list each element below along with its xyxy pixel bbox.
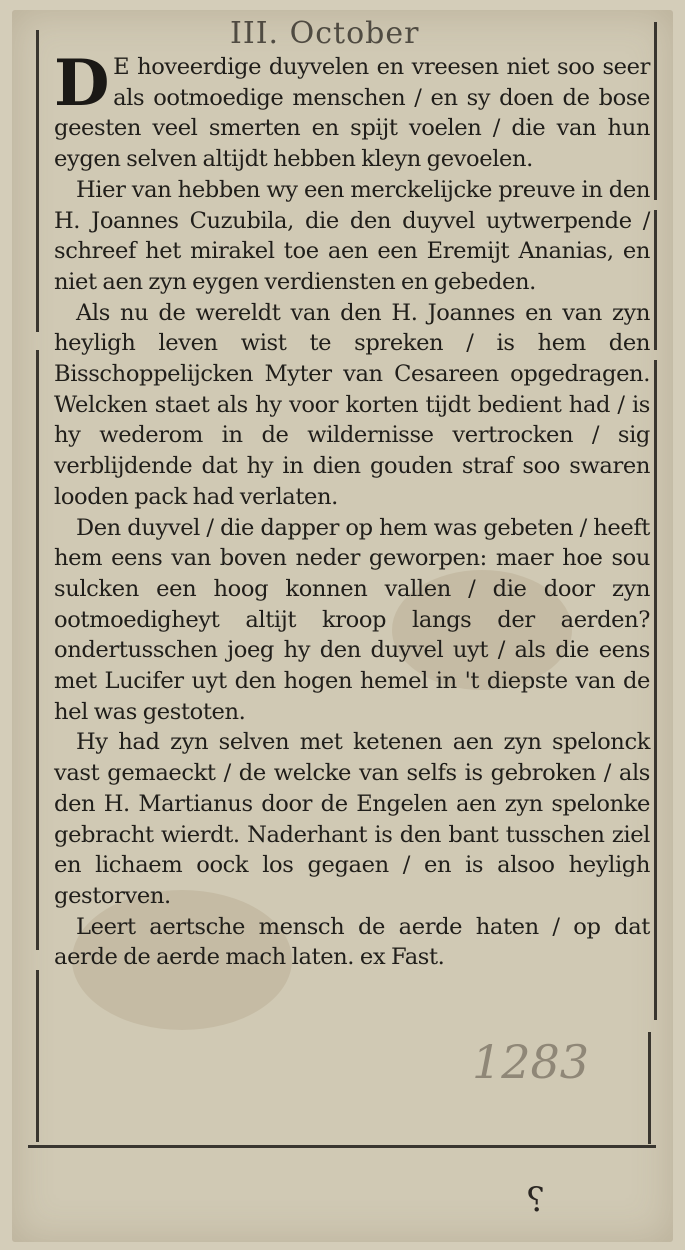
ink-mark: ⸮: [526, 1180, 545, 1220]
body-text: [54, 46, 650, 973]
paragraph-text: E hoveerdige duyvelen en vreesen niet soo seer als ootmoedige menschen / en sy doen de bose geesten veel smerten en spijt voelen / die van hun eygen selven altijdt hebben kleyn gevoelen.: [54, 54, 650, 173]
right-border-rule: [654, 22, 657, 200]
paragraph-4: Den duyvel / die dapper op hem was gebeten / heeft hem eens van boven neder geworpen: maer hoe sou sulcken een hoog konnen vallen / die door zyn ootmoedigheyt altijt kroop langs der aerden? ondertusschen joeg hy den duyvel uyt / als die eens met Lucifer uyt den hogen hemel in 't diepste van de hel was gestoten.: [54, 514, 650, 725]
paragraph-1: [54, 46, 650, 175]
right-border-rule: [654, 210, 657, 350]
paragraph-5: Hy had zyn selven met ketenen aen zyn spelonck vast gemaeckt / de welcke van selfs is gebroken / als den H. Martianus door de Engelen aen zyn spelonke gebracht wierdt. Naderhant is den bant tusschen ziel en lichaem oock los gegaen / en is alsoo heyligh gestorven.: [54, 729, 650, 909]
page-heading: III. October: [230, 16, 420, 51]
paragraph-3: Als nu de wereldt van den H. Joannes en van zyn heyligh leven wist te spreken / is hem den Bisschoppelijcken Myter van Cesareen opgedragen. Welcken staet als hy voor korten tijdt bedient had / is hy wederom in de wildernisse vertrocken / sig verblijdende dat hy in dien gouden straf soo swaren looden pack had verlaten.: [54, 299, 650, 510]
left-border-rule: [36, 970, 39, 1142]
shelf-number: 1283: [472, 1035, 590, 1089]
bottom-border-rule: [28, 1145, 656, 1148]
left-border-rule: [36, 350, 39, 950]
left-border-rule: [36, 30, 39, 332]
paragraph-2: Hier van hebben wy een merckelijcke preuve in den H. Joannes Cuzubila, die den duyvel uytwerpende / schreef het mirakel toe aen een Eremijt Ananias, en niet aen zyn eygen verdiensten en gebeden.: [54, 176, 650, 295]
paragraph-6: Leert aertsche mensch de aerde haten / op dat aerde de aerde mach laten. ex Fast.: [54, 913, 650, 971]
right-border-rule: [654, 360, 657, 1020]
right-border-rule: [648, 1032, 651, 1144]
drop-cap: D: [54, 46, 110, 121]
